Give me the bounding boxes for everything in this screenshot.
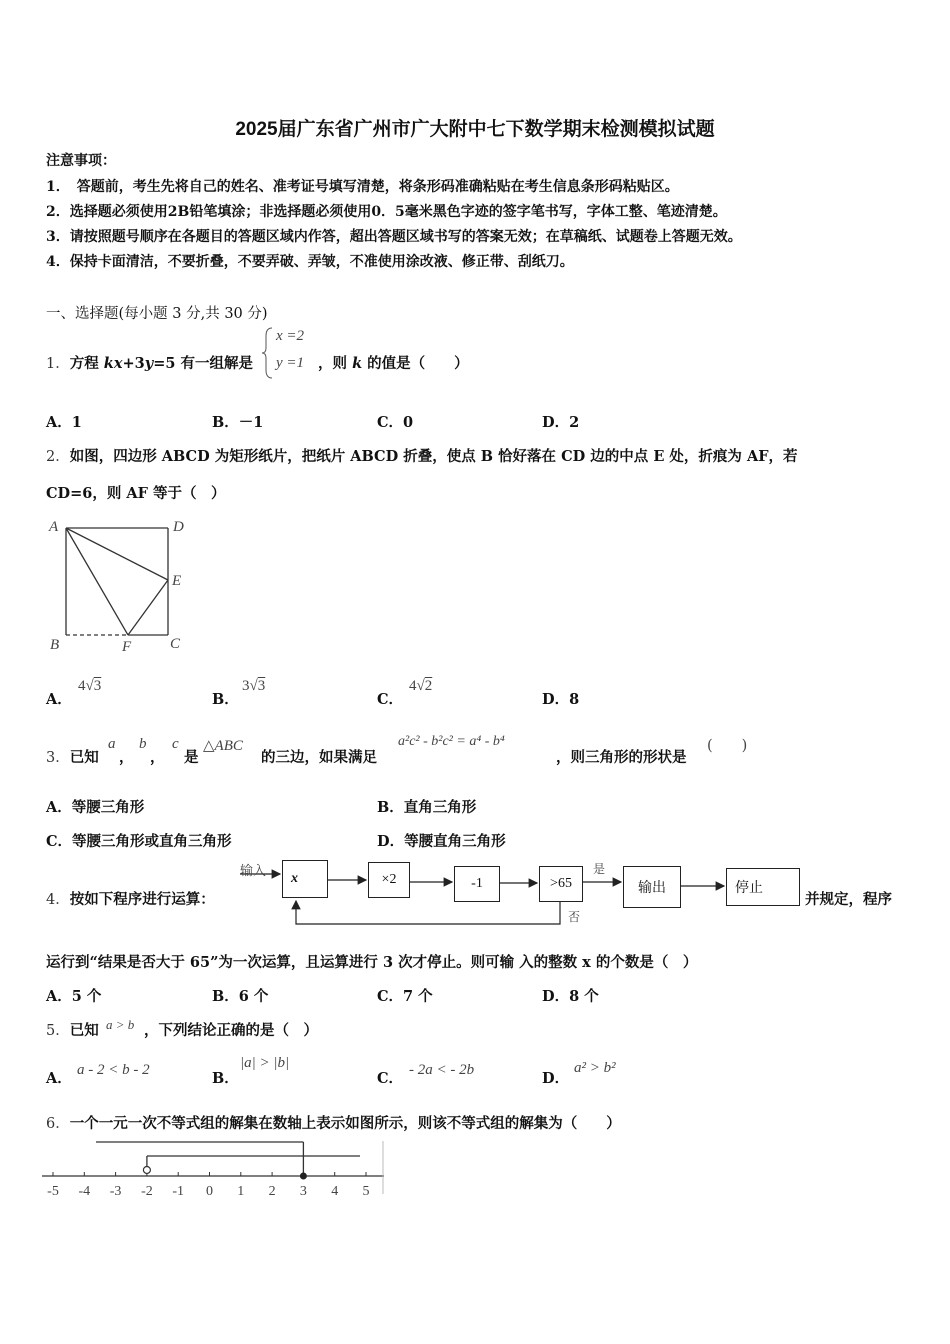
q1-option-a[interactable]: A．1 [46,414,82,431]
notice-heading: 注意事项： [46,153,116,169]
q4-option-c[interactable]: C．7 个 [377,988,433,1005]
tick-label: 3 [299,1184,307,1199]
question-6: 6．一个一元一次不等式组的解集在数轴上表示如图所示，则该不等式组的解集为（ ） [46,1115,621,1132]
var-c: c [172,736,179,752]
input-label: 输入 [240,864,267,879]
q5-condition: a > b [106,1017,135,1032]
var-a: a [108,736,116,752]
page-title: 2025届广东省广州市广大附中七下数学期末检测模拟试题 [235,119,715,140]
var-b: b [139,736,147,752]
q5-option-c-expr: - 2a < - 2b [409,1062,475,1078]
q5-option-c-letter[interactable]: C． [377,1070,404,1087]
label-f: F [122,639,132,652]
q1-option-d[interactable]: D．2 [542,414,580,431]
q2-option-c-letter[interactable]: C． [377,691,404,708]
tick-label: 4 [331,1184,339,1199]
q5-option-b-letter[interactable]: B． [212,1070,239,1087]
triangle-abc: △ABC [203,738,243,754]
q4-flowchart [236,856,806,932]
q2-option-d[interactable]: D．8 [542,691,580,708]
tick-label: -3 [109,1184,122,1199]
tick-label: 1 [237,1184,245,1199]
brace-icon [262,326,274,380]
q5-option-b-expr: |a| > |b| [240,1055,290,1071]
q2-option-c-value: 4√2 [409,678,433,694]
section-heading: 一、选择题(每小题 3 分,共 30 分) [46,306,268,322]
box-x: x [282,860,328,898]
tick-label: 2 [268,1184,276,1199]
yes-label: 是 [593,862,606,876]
q3-option-b[interactable]: B．直角三角形 [377,799,477,816]
q1-equation-system: x =2 y =1 [262,326,322,380]
box-greater-65: >65 [539,866,583,902]
q2-rectangle-figure [44,512,194,652]
question-2-line-1: 2．如图，四边形 ABCD 为矩形纸片，把纸片 ABCD 折叠，使点 B 恰好落在 CD 边的中点 E 处，折痕为 AF，若 [46,448,798,465]
q4-option-b[interactable]: B．6 个 [212,988,269,1005]
q5-option-a-expr: a - 2 < b - 2 [77,1062,150,1078]
box-output: 输出 [623,866,681,908]
q3-option-a[interactable]: A．等腰三角形 [46,799,145,816]
notice-item-4: 4．保持卡面清洁，不要折叠，不要弄破、弄皱，不准使用涂改液、修正带、刮纸刀。 [46,254,574,270]
q3-option-c[interactable]: C．等腰三角形或直角三角形 [46,833,232,850]
question-1-tail: ，则 k 的值是（ ） [318,355,469,372]
arrow-loop-back [296,901,560,924]
notice-item-2: 2．选择题必须使用2B铅笔填涂；非选择题必须使用0．5毫米黑色字迹的签字笔书写，字体工整、笔迹清楚。 [46,204,727,220]
q2-option-a-letter[interactable]: A． [46,691,72,708]
question-3-prefix: 3．已知 [46,749,99,766]
q5-option-d-expr: a² > b² [574,1060,616,1076]
label-c: C [170,636,181,652]
q3-option-d[interactable]: D．等腰直角三角形 [377,833,506,850]
q2-option-a-value: 4√3 [78,678,102,694]
box-minus-1: -1 [454,866,500,902]
q2-option-b-letter[interactable]: B． [212,691,239,708]
segment-fe [128,580,168,635]
notice-item-3: 3．请按照题号顺序在各题目的答题区域内作答，超出答题区域书写的答案无效；在草稿纸、试题卷上答题无效。 [46,229,742,245]
label-b: B [50,637,60,652]
label-e: E [172,573,182,589]
question-1: 1．方程 kx+3y=5 有一组解是 [46,355,253,372]
q4-option-a[interactable]: A．5 个 [46,988,102,1005]
q3-equation: a²c² - b²c² = a⁴ - b⁴ [398,734,505,749]
question-4-post: 并规定，程序 [805,891,892,908]
closed-point [300,1173,307,1180]
tick-label: 5 [362,1184,370,1199]
question-5-prefix: 5．已知 [46,1022,99,1039]
open-point [143,1167,150,1174]
answer-paren: ( ) [707,738,748,754]
box-stop: 停止 [726,868,800,906]
tick-label: -2 [141,1184,153,1199]
tick-label: 0 [206,1184,213,1199]
q4-option-d[interactable]: D．8 个 [542,988,599,1005]
tick-label: -1 [172,1184,185,1199]
q1-option-b[interactable]: B．－1 [212,414,264,431]
tick-label: -5 [47,1184,59,1199]
notice-item-1: 1． 答题前，考生先将自己的姓名、准考证号填写清楚，将条形码准确粘贴在考生信息条形码粘贴区。 [46,179,679,195]
label-d: D [173,519,184,535]
q6-number-line [40,1136,390,1202]
box-times-2: ×2 [368,862,410,898]
question-2-line-2: CD=6，则 AF 等于（ ） [46,485,226,502]
label-a: A [49,519,59,535]
q1-option-c[interactable]: C．0 [377,414,414,431]
question-4-prefix: 4．按如下程序进行运算： [46,891,215,908]
question-4-line-2: 运行到“结果是否大于 65”为一次运算，且运算进行 3 次才停止。则可输 入的整数 x 的个数是（ ） [46,954,698,971]
q2-option-b-value: 3√3 [242,678,266,694]
no-label: 否 [568,910,581,924]
q5-option-d-letter[interactable]: D． [542,1070,570,1087]
tick-label: -4 [78,1184,91,1199]
q5-option-a-letter[interactable]: A． [46,1070,72,1087]
